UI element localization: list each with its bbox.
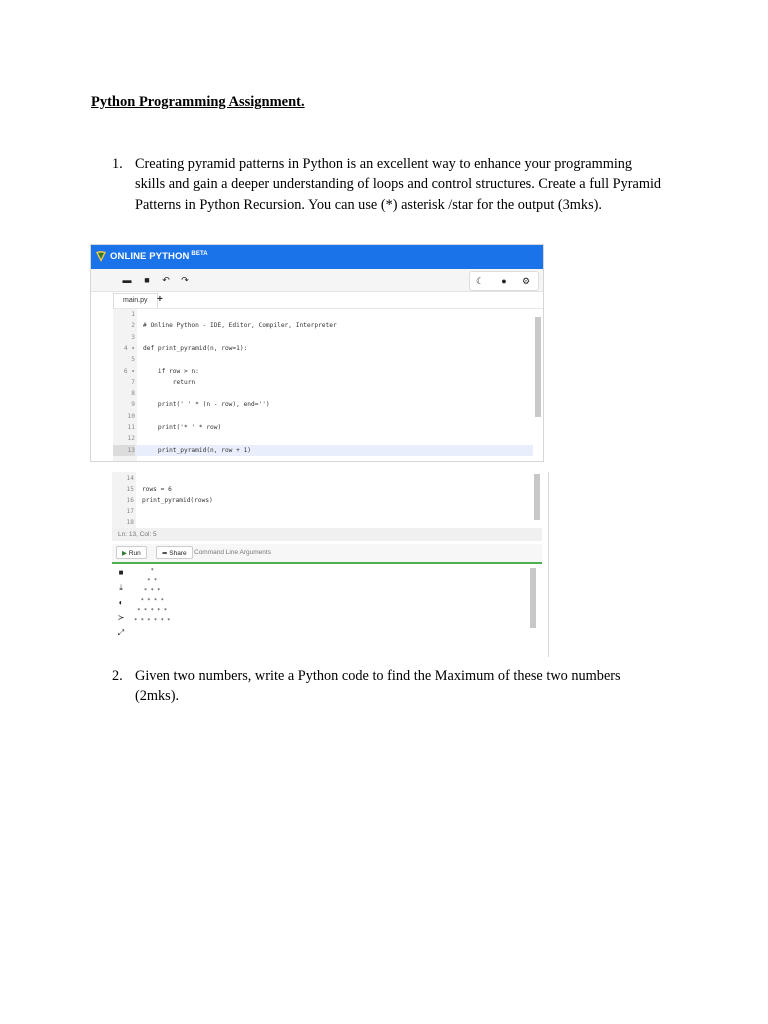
code-line: 4 ▾ def print_pyramid(n, row=1):	[123, 344, 248, 352]
save-icon[interactable]: ■	[144, 275, 150, 285]
output-side-toolbar	[112, 564, 130, 657]
command-line-arguments-input[interactable]: Command Line Arguments	[194, 549, 271, 556]
code-line: 3	[131, 333, 135, 341]
download-icon[interactable]: ⤓	[119, 583, 123, 592]
output-line: * * * * * *	[134, 618, 171, 624]
cursor-position-status: Ln: 13, Col: 5	[112, 528, 542, 541]
terminal-icon[interactable]: ≻	[117, 613, 125, 622]
output-line: * * * *	[134, 598, 164, 604]
toolbar-right-group	[469, 271, 539, 291]
online-python-logo-icon	[95, 250, 107, 263]
info-icon[interactable]: ●	[501, 276, 507, 286]
output-line: * * * * *	[134, 608, 168, 614]
code-line: 11 print('* ' * row)	[127, 424, 222, 431]
add-tab-button[interactable]: +	[157, 294, 163, 305]
ide-brand: ONLINE PYTHON $^{BETA}$	[110, 251, 208, 262]
code-line: 16 print_pyramid(rows)	[126, 497, 213, 504]
folder-icon[interactable]: ▬	[122, 275, 132, 285]
editor-scrollbar[interactable]	[535, 317, 541, 417]
editor-scrollbar[interactable]	[534, 474, 540, 520]
moon-icon[interactable]: ☾	[475, 276, 485, 286]
code-line: 12	[127, 435, 135, 443]
code-line: 17	[126, 508, 134, 515]
output-console	[132, 564, 542, 657]
code-editor[interactable]	[112, 472, 542, 528]
code-line: 2 # Online Python - IDE, Editor, Compiler, Interpreter	[131, 322, 337, 330]
output-scrollbar[interactable]	[530, 568, 536, 628]
code-line: 10	[127, 412, 135, 420]
output-line: * *	[134, 578, 158, 584]
code-line: 18	[126, 519, 134, 526]
code-line: 1	[131, 311, 135, 318]
run-button[interactable]: ▶ Run	[116, 546, 147, 559]
redo-icon[interactable]: ↷	[181, 275, 189, 285]
code-line: 5	[131, 356, 135, 364]
share-button[interactable]: ➦ Share	[156, 546, 193, 559]
question-text: Creating pyramid patterns in Python is an excellent way to enhance your programming skills and gain a deeper understanding of loops and control structures. Create a full Pyramid Patterns in Python Recursion. You can use (*) asterisk /star for the output (3mks).	[135, 156, 662, 213]
ide-header	[91, 245, 543, 269]
ide-screenshot-editor	[90, 244, 544, 462]
tab-main-py[interactable]: main.py	[113, 293, 158, 308]
expand-icon[interactable]: ⤢	[117, 628, 125, 637]
question-number: 2.	[112, 668, 123, 684]
copy-icon[interactable]: ■	[118, 568, 124, 577]
assignment-title: Python Programming Assignment.	[91, 94, 305, 110]
code-line: 15 rows = 6	[126, 486, 172, 493]
output-line: *	[134, 568, 154, 574]
code-editor[interactable]	[113, 308, 543, 462]
code-line: 7 return	[131, 378, 196, 386]
run-bar	[112, 544, 542, 564]
code-line-active: 13 print_pyramid(n, row + 1)	[113, 445, 533, 456]
code-line: 14	[126, 475, 134, 482]
code-line: 6 ▾ if row > n:	[123, 367, 199, 375]
ide-toolbar	[91, 269, 543, 292]
output-line: * * *	[134, 588, 161, 594]
settings-icon[interactable]: ⚙	[521, 276, 531, 286]
undo-icon[interactable]: ↶	[162, 275, 170, 285]
ide-screenshot-output	[90, 472, 549, 657]
file-tab-bar	[113, 293, 543, 307]
code-line: 9 print(' ' * (n - row), end='')	[131, 401, 270, 409]
code-line: 8	[131, 390, 135, 398]
question-number: 1.	[112, 156, 123, 172]
question-text: Given two numbers, write a Python code to find the Maximum of these two numbers (2mks).	[135, 668, 621, 705]
clear-icon[interactable]: ◐	[118, 598, 124, 607]
